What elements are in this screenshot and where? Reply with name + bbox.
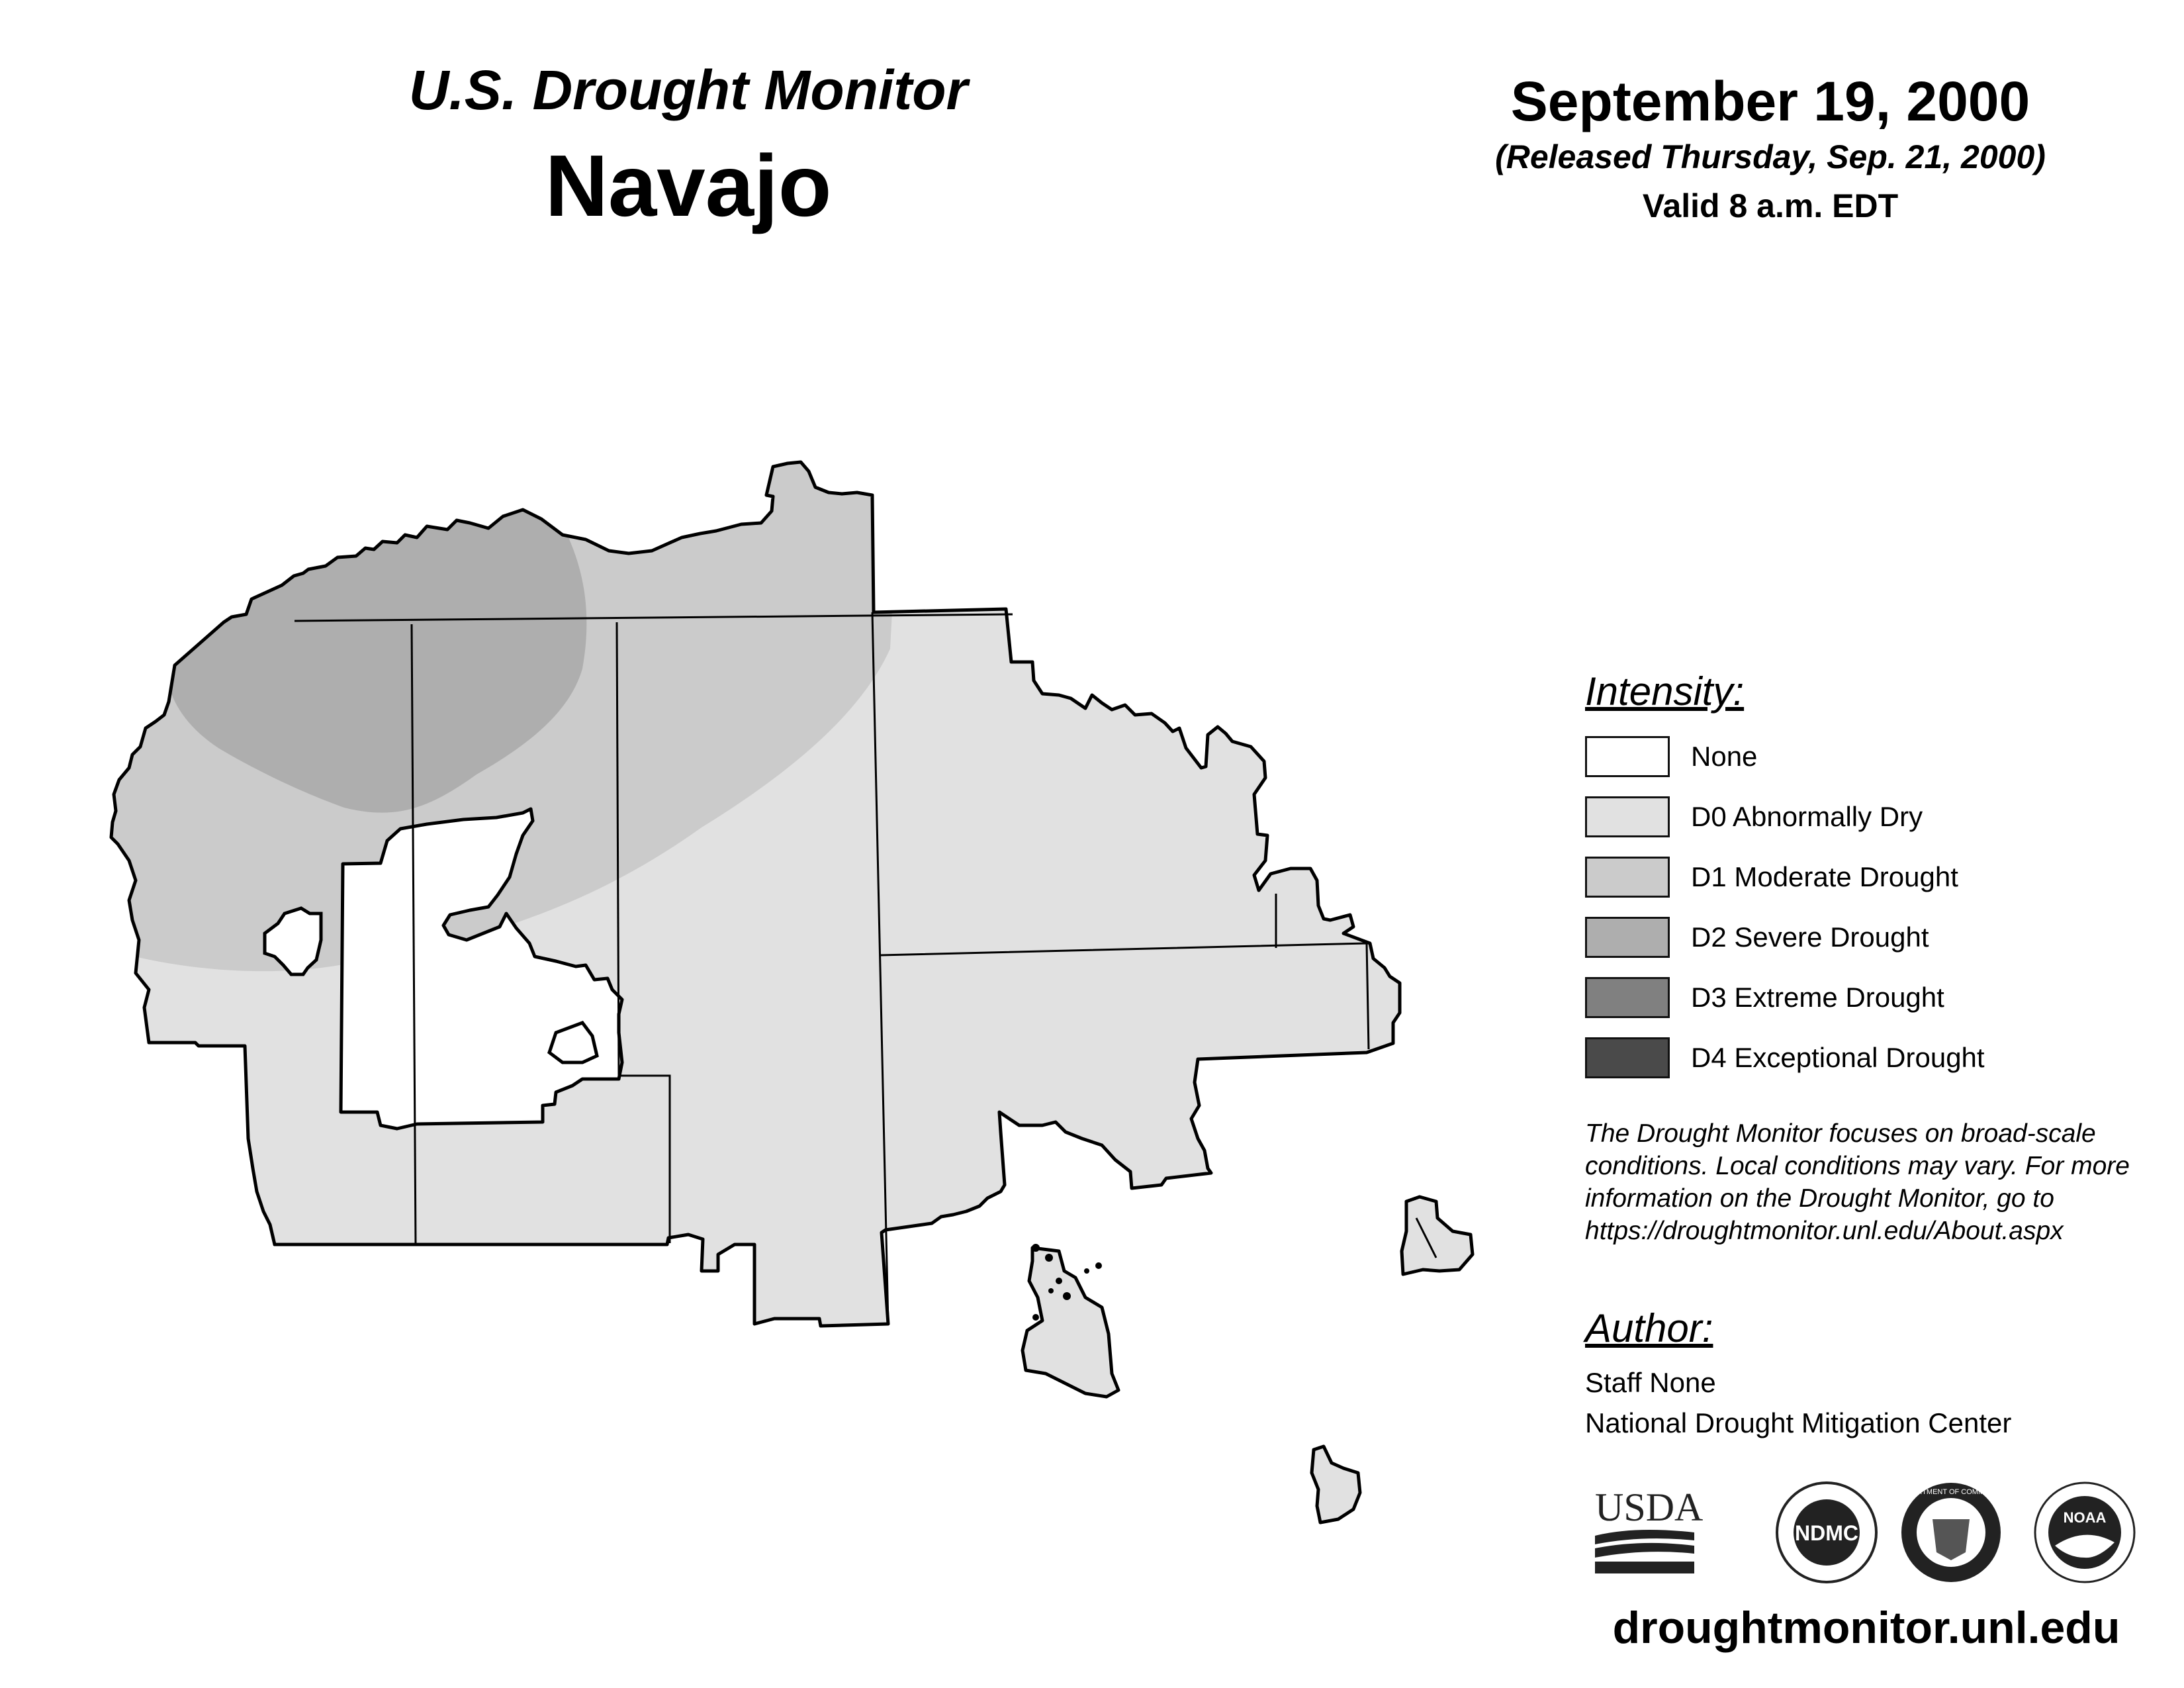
usda-logo	[1595, 1485, 1703, 1573]
author-org: National Drought Mitigation Center	[1585, 1407, 2012, 1438]
legend-item-d4	[1585, 1027, 2167, 1088]
legend	[1585, 669, 2167, 1088]
outlying-fragments	[1023, 1197, 1473, 1523]
disclaimer-note: The Drought Monitor focuses on broad-scale conditions. Local conditions may vary. For more information on the Drought Monitor, go to https://droughtmonitor.unl.edu/About.aspx	[1585, 1119, 2130, 1245]
legend-item-none	[1585, 726, 2167, 786]
legend-swatch	[1585, 796, 1670, 837]
valid-time: Valid 8 a.m. EDT	[1642, 187, 1899, 224]
legend-heading: Intensity:	[1585, 669, 1745, 714]
commerce-seal-logo	[1897, 1483, 2004, 1582]
author-name: Staff None	[1585, 1367, 1716, 1398]
legend-label: D0 Abnormally Dry	[1691, 800, 1923, 832]
svg-text:DEPARTMENT OF COMMERCE: DEPARTMENT OF COMMERCE	[1897, 1488, 2005, 1496]
legend-swatch	[1585, 857, 1670, 898]
legend-label: D3 Extreme Drought	[1691, 981, 1944, 1013]
product-title: U.S. Drought Monitor	[408, 59, 968, 121]
legend-swatch	[1585, 736, 1670, 777]
ndmc-logo	[1777, 1483, 1876, 1582]
svg-text:NDMC: NDMC	[1795, 1521, 1858, 1545]
legend-label: D4 Exceptional Drought	[1691, 1041, 1985, 1073]
legend-label: D2 Severe Drought	[1691, 921, 1929, 953]
legend-swatch	[1585, 1037, 1670, 1078]
legend-item-d1	[1585, 847, 2167, 907]
legend-swatch	[1585, 977, 1670, 1018]
partner-logos	[1582, 1479, 2177, 1585]
map-date: September 19, 2000	[1510, 70, 2030, 132]
release-date: (Released Thursday, Sep. 21, 2000)	[1495, 138, 2046, 175]
legend-item-d3	[1585, 967, 2167, 1027]
footer-url[interactable]: droughtmonitor.unl.edu	[1612, 1603, 2120, 1653]
svg-text:NOAA: NOAA	[2063, 1509, 2107, 1526]
region-title: Navajo	[545, 137, 832, 234]
noaa-logo	[2035, 1483, 2134, 1582]
legend-item-d0	[1585, 786, 2167, 847]
author-heading: Author:	[1585, 1306, 1713, 1350]
svg-text:USDA: USDA	[1595, 1485, 1704, 1529]
legend-item-d2	[1585, 907, 2167, 967]
legend-label: None	[1691, 740, 1758, 772]
legend-label: D1 Moderate Drought	[1691, 861, 1958, 892]
legend-swatch	[1585, 917, 1670, 958]
